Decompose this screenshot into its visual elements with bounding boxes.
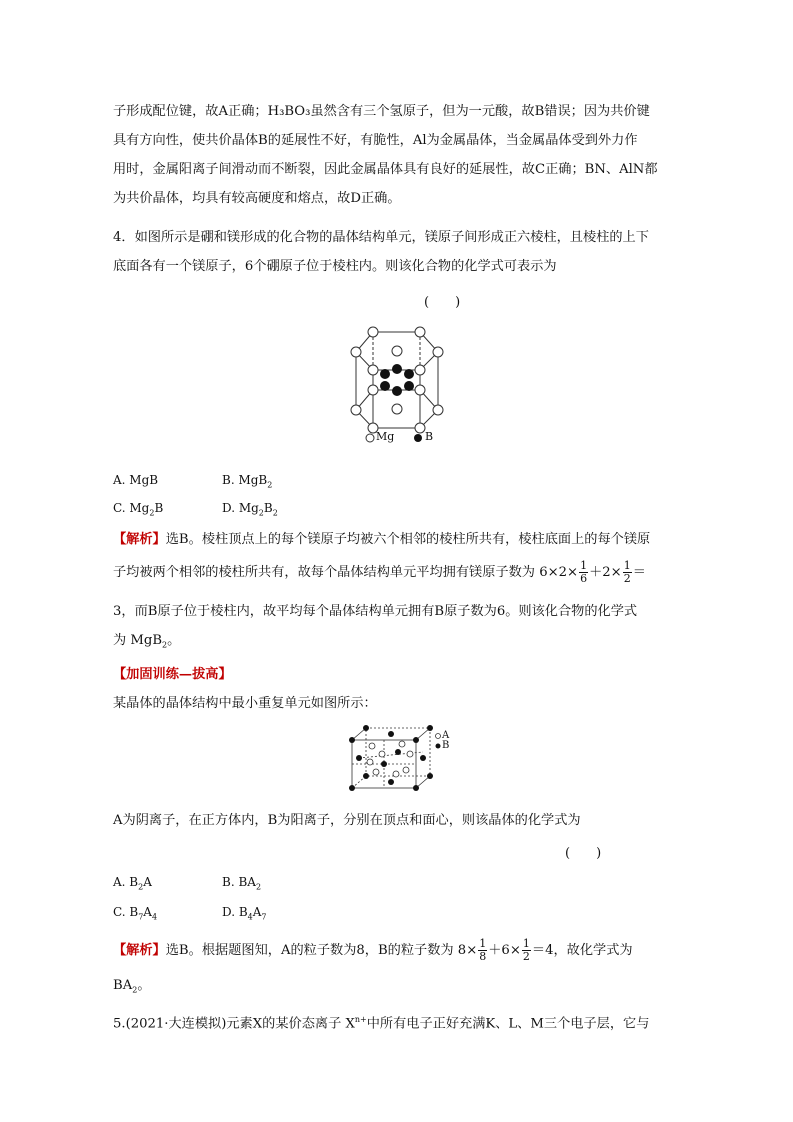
option-b: B. $BA_2$ [222,875,262,892]
option-c: C. $B_7A_4$ [113,905,158,922]
a-anions [367,741,413,777]
cube-figure [348,722,448,794]
b-cations [349,725,433,791]
paragraph-line: 子形成配位键，故A正确；H₃BO₃虽然含有三个氢原子，但为一元酸，故B错误；因为共价键 [113,104,650,119]
answer-paren: ( ) [424,295,461,310]
option-a: A. MgB [113,473,159,487]
legend-a-label: A [442,730,450,741]
option-c: C. $Mg_2B$ [113,501,164,518]
paragraph-line: 用时，金属阳离子间滑动而不断裂，因此金属晶体具有良好的延展性，故C正确；BN、AlN都 [113,162,658,177]
answer-line: $BA_2$。 [113,978,151,995]
option-a: A. $B_2A$ [113,875,152,892]
paragraph-line: 具有方向性，使共价晶体B的延展性不好，有脆性，Al为金属晶体，当金属晶体受到外力作 [113,133,638,148]
legend-b-label: B [425,430,434,443]
extra-stem: 某晶体的晶体结构中最小重复单元如图所示： [113,696,377,711]
option-b: B. MgB$_2$ [222,473,273,490]
answer-paren: ( ) [565,846,602,861]
question-4-stem: 底面各有一个镁原子，6个硼原子位于棱柱内。则该化合物的化学式可表示为 [113,259,557,274]
answer-line: 【解析】选B。根据题图知，A的粒子数为8，B的粒子数为 8× $\frac{1}{8}$ ＋6× $\frac{1}{2}$ ＝4，故化学式为 [113,937,633,963]
answer-line: 为 MgB$_2$。 [113,633,181,650]
answer-line: 3，而B原子位于棱柱内，故平均每个晶体结构单元拥有B原子数为6。则该化合物的化学式 [113,604,638,619]
question-4-stem: 4．如图所示是硼和镁形成的化合物的晶体结构单元，镁原子间形成正六棱柱，且棱柱的上下 [113,230,649,245]
b-atoms [380,364,414,396]
paragraph-line: 为共价晶体，均具有较高硬度和熔点，故D正确。 [113,191,401,206]
option-d: D. $B_4A_7$ [222,905,267,922]
option-d: D. $Mg_2B_2$ [222,501,278,518]
legend-b-label: B [442,740,450,751]
extra-stem: A为阴离子，在正方体内，B为阳离子，分别在顶点和面心，则该晶体的化学式为 [113,813,581,828]
answer-line: 子均被两个相邻的棱柱所共有，故每个晶体结构单元平均拥有镁原子数为 6×2× $\frac{1}{6}$ ＋2× $\frac{1}{2}$ ＝ [113,559,646,585]
cube-legend [436,734,441,749]
hexagonal-prism-figure [340,320,460,450]
answer-line: 【解析】选B。棱柱顶点上的每个镁原子均被六个相邻的棱柱所共有，棱柱底面上的每个镁原 [113,532,651,547]
question-5-stem: 5.(2021·大连模拟)元素X的某价态离子 $X^{n+}$中所有电子正好充满K、L、M三个电子层，它与 [113,1015,650,1032]
section-heading: 【加固训练—拔高】 [113,667,232,682]
legend-mg-label: Mg [376,430,395,443]
